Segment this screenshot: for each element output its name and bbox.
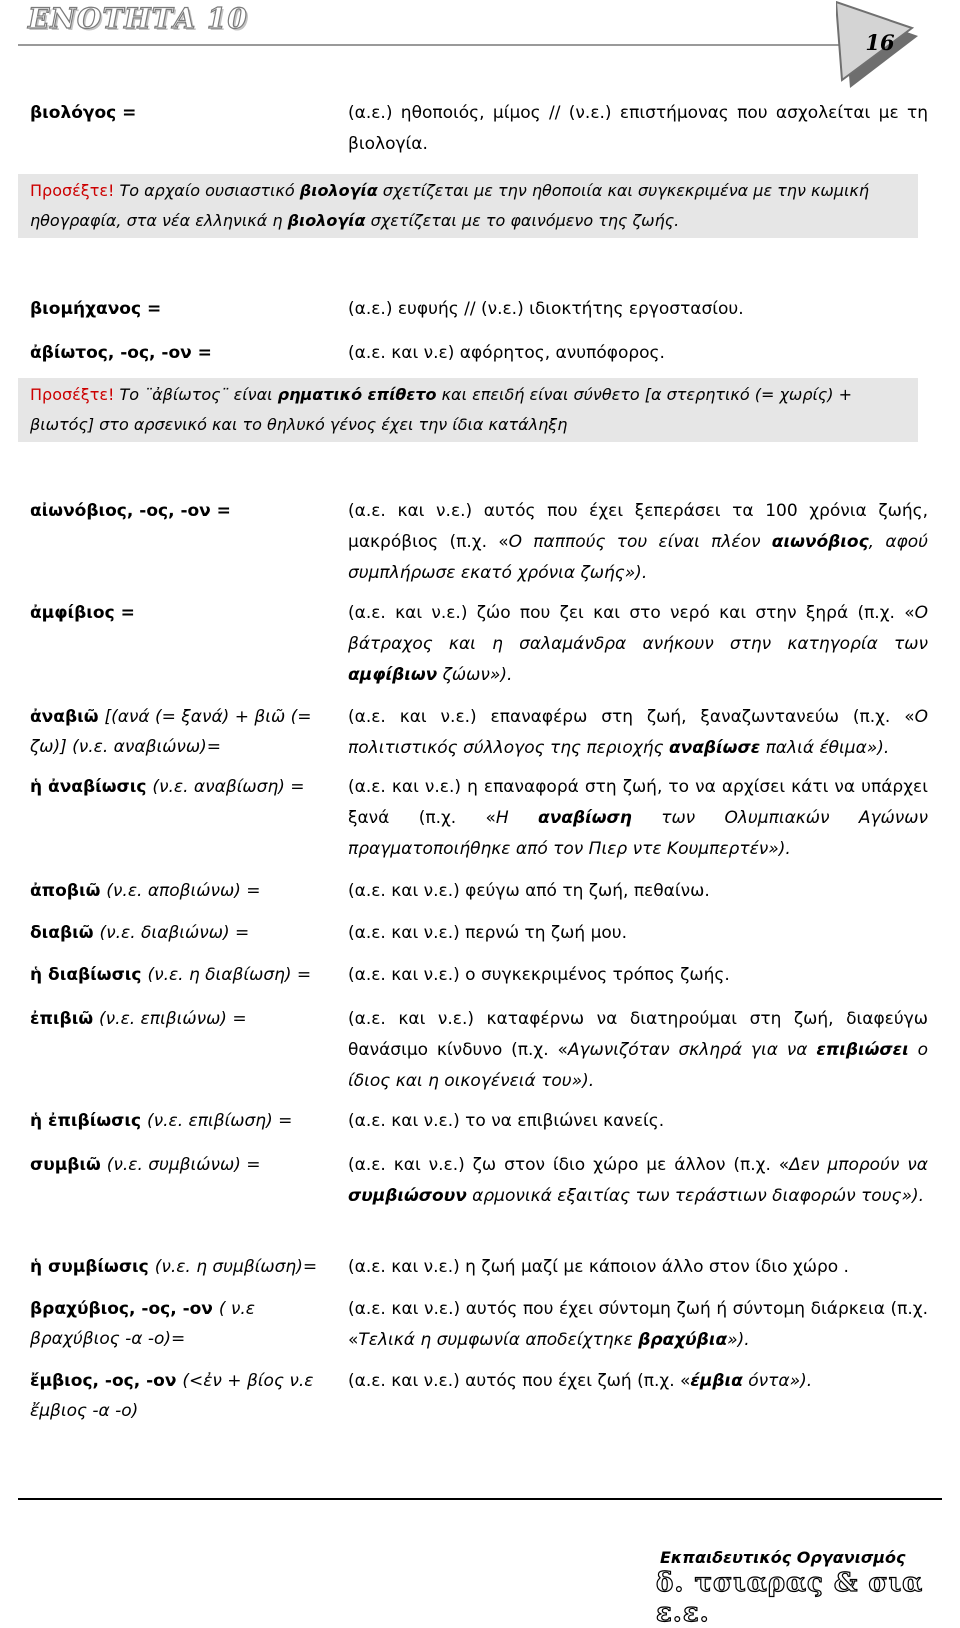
entry-term: ἀμφίβιος = bbox=[30, 603, 135, 623]
entry-definition: (α.ε. και ν.ε.) ζώο που ζει και στο νερό και στην ξηρά (π.χ. «Ο βάτραχος και η σαλαμάνδρα ανήκουν στην κατηγορία των αμφίβιων ζώων»). bbox=[348, 603, 928, 685]
entry-definition: (α.ε. και ν.ε.) φεύγω από τη ζωή, πεθαίνω. bbox=[348, 881, 710, 901]
entry-definition: (α.ε. και ν.ε.) η επαναφορά στη ζωή, το να αρχίσει κάτι να υπάρχει ξανά (π.χ. «Η αναβίωση των Ολυμπιακών Αγώνων πραγματοποιήθηκε από τον Πιερ ντε Κουμπερτέν»). bbox=[348, 777, 929, 859]
entry-definition: (α.ε. και ν.ε.) περνώ τη ζωή μου. bbox=[348, 923, 628, 943]
entry-term: ἡ διαβίωσις (ν.ε. η διαβίωση) = bbox=[30, 965, 312, 985]
entry-definition: (α.ε. και ν.ε.) ζω στον ίδιο χώρο με άλλον (π.χ. «Δεν μπορούν να συμβιώσουν αρμονικά εξαιτίας των τεράστιων διαφορών τους»). bbox=[348, 1155, 928, 1206]
section-title: ΕΝΟΤΗΤΑ 10 bbox=[28, 2, 248, 35]
entry-definition: (α.ε. και ν.ε.) καταφέρνω να διατηρούμαι στη ζωή, διαφεύγω θανάσιμο κίνδυνο (π.χ. «Αγωνιζόταν σκληρά για να επιβιώσει ο ίδιος και η οικογένειά του»). bbox=[348, 1009, 928, 1091]
note-bold: ρηματικό επίθετο bbox=[277, 385, 437, 404]
entry-term: βιομήχανος = bbox=[30, 299, 162, 319]
entry-definition: (α.ε. και ν.ε.) το να επιβιώνει κανείς. bbox=[348, 1111, 665, 1131]
entry-term: ἀναβιῶ [(ανά (= ξανά) + βιῶ (= ζω)] (ν.ε. αναβιώνω)= bbox=[30, 707, 312, 757]
entry-definition: (α.ε. και ν.ε.) η ζωή μαζί με κάποιον άλλο στον ίδιο χώρο . bbox=[348, 1257, 849, 1277]
entry-term: αἰωνόβιος, -ος, -ον = bbox=[30, 501, 231, 521]
note-label: Προσέξτε! bbox=[30, 181, 115, 200]
entry-definition: (α.ε. και ν.ε) αφόρητος, ανυπόφορος. bbox=[348, 343, 665, 363]
entry-definition: (α.ε. και ν.ε.) ο συγκεκριμένος τρόπος ζωής. bbox=[348, 965, 730, 985]
header-rule bbox=[18, 44, 858, 46]
entry-term: ἔμβιος, -ος, -ον (<ἐν + βίος ν.ε ἔμβιος -α -ο) bbox=[30, 1371, 314, 1421]
footer-organization: Εκπαιδευτικός Οργανισμός bbox=[660, 1548, 906, 1567]
entry-term: διαβιῶ (ν.ε. διαβιώνω) = bbox=[30, 923, 250, 943]
entry-definition: (α.ε.) ηθοποιός, μίμος // (ν.ε.) επιστήμονας που ασχολείται με τη βιολογία. bbox=[348, 103, 928, 154]
entry-term: βραχύβιος, -ος, -ον ( ν.ε βραχύβιος -α -ο)= bbox=[30, 1299, 255, 1349]
footer-rule bbox=[18, 1498, 942, 1500]
page-number: 16 bbox=[865, 30, 895, 55]
footer-publisher: δ. τσιαρας & σια ε.ε. bbox=[656, 1568, 924, 1628]
entry-term: ἀποβιῶ (ν.ε. αποβιώνω) = bbox=[30, 881, 261, 901]
entry-term: ἀβίωτος, -ος, -ον = bbox=[30, 343, 212, 363]
entry-term: συμβιῶ (ν.ε. συμβιώνω) = bbox=[30, 1155, 261, 1175]
note-text: και επειδή είναι σύνθετο [α στερητικό (= χωρίς) + βιωτός] στο αρσενικό και το θηλυκό γένος έχει την ίδια κατάληξη bbox=[30, 385, 853, 434]
entry-definition: (α.ε. και ν.ε.) αυτός που έχει ξεπεράσει τα 100 χρόνια ζωής, μακρόβιος (π.χ. «Ο παππούς του είναι πλέον αιωνόβιος, αφού συμπλήρωσε εκατό χρόνια ζωής»). bbox=[348, 501, 929, 583]
entry-term: ἡ ἀναβίωσις (ν.ε. αναβίωση) = bbox=[30, 777, 305, 797]
entry-term: ἡ συμβίωσις (ν.ε. η συμβίωση)= bbox=[30, 1257, 318, 1277]
note-text: Το αρχαίο ουσιαστικό bbox=[114, 181, 300, 200]
entry-definition: (α.ε.) ευφυής // (ν.ε.) ιδιοκτήτης εργοστασίου. bbox=[348, 299, 744, 319]
entry-term: ἡ ἐπιβίωσις (ν.ε. επιβίωση) = bbox=[30, 1111, 293, 1131]
note-text: σχετίζεται με την ηθοποιία και συγκεκριμένα με την κωμική ηθογραφία, στα νέα ελληνικά η bbox=[30, 181, 869, 230]
entry-definition: (α.ε. και ν.ε.) αυτός που έχει ζωή (π.χ. «έμβια όντα»). bbox=[348, 1371, 813, 1391]
note-bold: βιολογία bbox=[287, 211, 366, 230]
note-box bbox=[18, 174, 918, 238]
entry-term: βιολόγος = bbox=[30, 103, 137, 123]
note-label: Προσέξτε! bbox=[30, 385, 115, 404]
note-bold: βιολογία bbox=[299, 181, 378, 200]
entry-definition: (α.ε. και ν.ε.) αυτός που έχει σύντομη ζωή ή σύντομη διάρκεια (π.χ. «Τελικά η συμφωνία αποδείχτηκε βραχύβια»). bbox=[348, 1299, 928, 1350]
entry-definition: (α.ε. και ν.ε.) επαναφέρω στη ζωή, ξαναζωντανεύω (π.χ. «Ο πολιτιστικός σύλλογος της περιοχής αναβίωσε παλιά έθιμα»). bbox=[348, 707, 928, 758]
note-text: Το ¨ἀβίωτος¨ είναι bbox=[114, 385, 278, 404]
note-box bbox=[18, 378, 918, 442]
note-text: σχετίζεται με το φαινόμενο της ζωής. bbox=[365, 211, 680, 230]
entry-term: ἐπιβιῶ (ν.ε. επιβιώνω) = bbox=[30, 1009, 247, 1029]
